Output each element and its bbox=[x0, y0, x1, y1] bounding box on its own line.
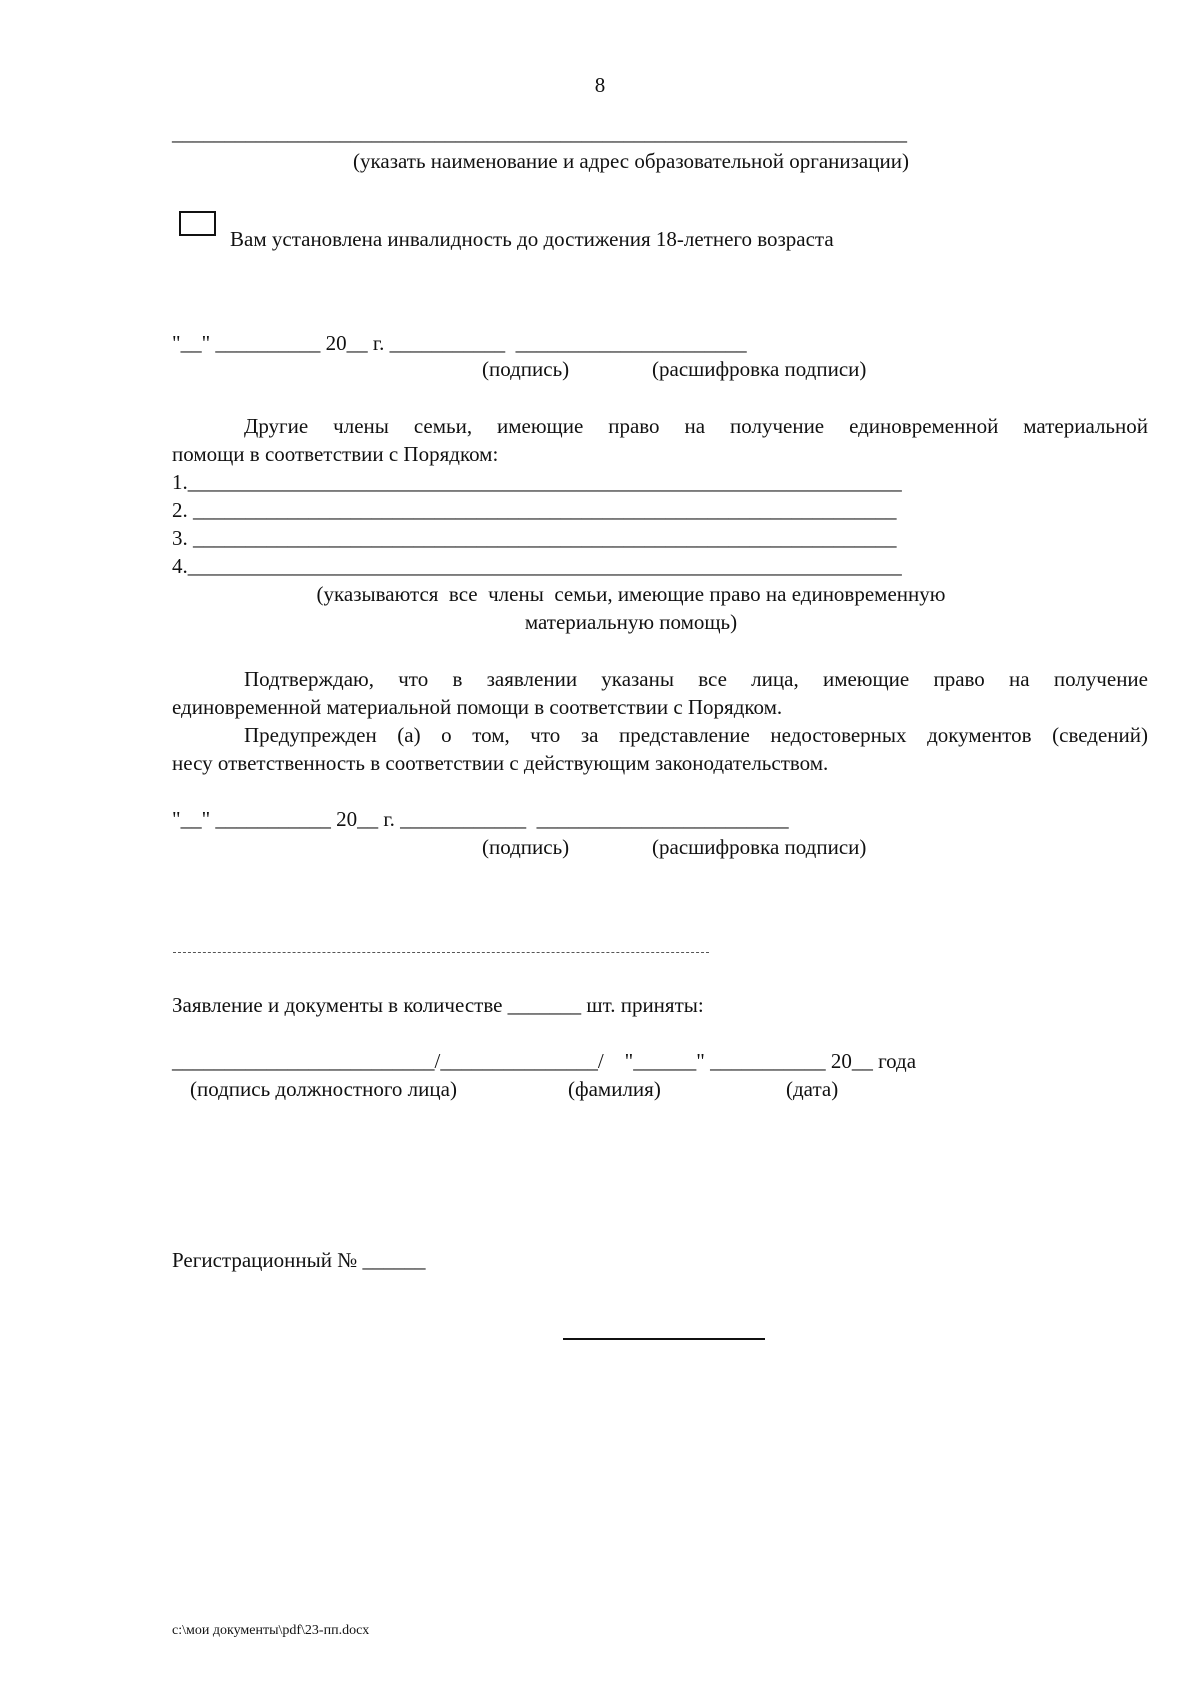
signature-caption-1: (подпись) bbox=[482, 357, 570, 381]
family-item-4: 4.____________________________________________________________________ bbox=[172, 554, 902, 578]
decode-caption-1: (расшифровка подписи) bbox=[652, 357, 867, 381]
family-caption-line1: (указываются все члены семьи, имеющие право на единовременную bbox=[316, 582, 946, 606]
confirm-line1: Подтверждаю, что в заявлении указаны все лица, имеющие право на получение bbox=[244, 667, 1148, 691]
official-surname-caption: (фамилия) bbox=[568, 1077, 661, 1101]
family-intro-line1: Другие члены семьи, имеющие право на получение единовременной материальной bbox=[244, 414, 1148, 438]
signature-line-1: "__" __________ 20__ г. ___________ ______________________ bbox=[172, 331, 747, 355]
disability-text: Вам установлена инвалидность до достижения 18-летнего возраста bbox=[230, 227, 834, 251]
end-rule bbox=[563, 1338, 765, 1340]
family-item-2: 2. ___________________________________________________________________ bbox=[172, 498, 897, 522]
family-intro-line2: помощи в соответствии с Порядком: bbox=[172, 442, 499, 466]
confirm-line2: единовременной материальной помощи в соответствии с Порядком. bbox=[172, 695, 783, 719]
disability-checkbox[interactable] bbox=[179, 211, 216, 236]
official-line: _________________________/_______________/ "______" ___________ 20__ года bbox=[172, 1049, 917, 1073]
family-caption-line2: материальную помощь) bbox=[524, 610, 738, 634]
signature-line-2: "__" ___________ 20__ г. ____________ ________________________ bbox=[172, 807, 789, 831]
warning-line1: Предупрежден (а) о том, что за представление недостоверных документов (сведений) bbox=[244, 723, 1148, 747]
decode-caption-2: (расшифровка подписи) bbox=[652, 835, 867, 859]
official-date-caption: (дата) bbox=[786, 1077, 839, 1101]
registration-number: Регистрационный № ______ bbox=[172, 1248, 426, 1272]
family-item-1: 1.____________________________________________________________________ bbox=[172, 470, 902, 494]
org-line: ______________________________________________________________________ bbox=[172, 121, 907, 145]
signature-caption-2: (подпись) bbox=[482, 835, 570, 859]
org-caption: (указать наименование и адрес образовательной организации) bbox=[353, 149, 909, 173]
warning-line2: несу ответственность в соответствии с действующим законодательством. bbox=[172, 751, 829, 775]
accepted-line: Заявление и документы в количестве _______ шт. приняты: bbox=[172, 993, 704, 1017]
footer-path: c:\мои документы\pdf\23-пп.docx bbox=[172, 1623, 370, 1638]
dashed-divider bbox=[173, 952, 709, 953]
page-number: 8 bbox=[594, 73, 606, 97]
family-item-3: 3. ___________________________________________________________________ bbox=[172, 526, 897, 550]
official-sign-caption: (подпись должностного лица) bbox=[190, 1077, 457, 1101]
